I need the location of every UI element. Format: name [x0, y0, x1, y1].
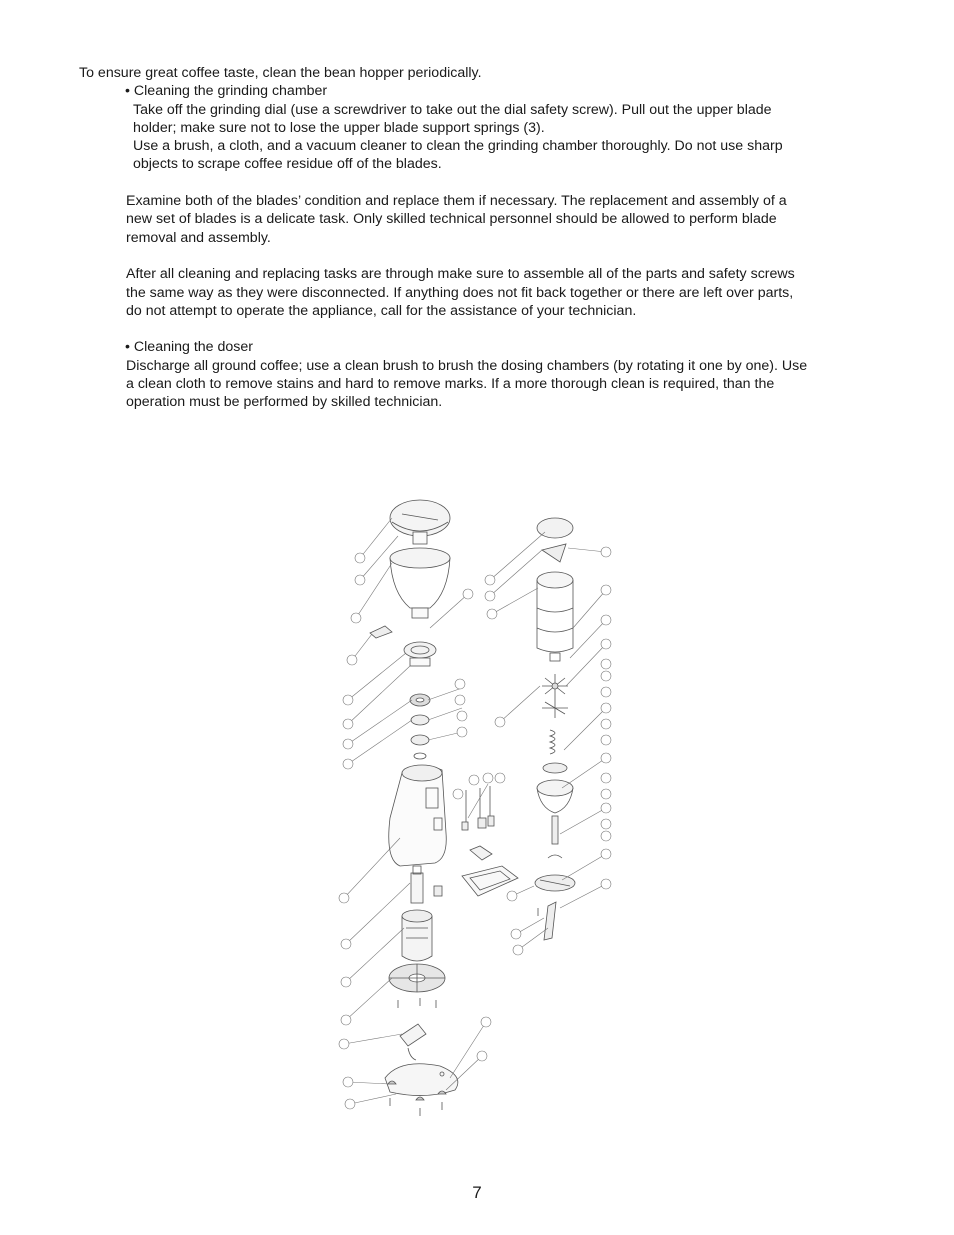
doser-line-2: a clean cloth to remove stains and hard to remove marks. If a more thorough clean is required, than the	[126, 376, 775, 393]
motor-shaft	[411, 866, 442, 903]
upper-blade-holder	[410, 694, 430, 759]
grinding-line-1: Take off the grinding dial (use a screwdriver to take out the dial safety screw). Pull out the upper blade	[133, 101, 772, 118]
doser-container	[537, 572, 573, 661]
motor-base-plate	[389, 964, 445, 992]
blades-line-2: new set of blades is a delicate task. Only skilled technical personnel should be allowed to perform blade	[126, 211, 777, 228]
capacitor	[400, 1024, 426, 1060]
ratchet	[543, 763, 567, 773]
dosing-star	[542, 674, 568, 718]
hopper-neck	[413, 532, 427, 544]
grinding-chamber-heading: • Cleaning the grinding chamber	[125, 83, 328, 100]
spacer	[79, 320, 879, 338]
intro-line: To ensure great coffee taste, clean the bean hopper periodically.	[79, 65, 482, 81]
doser-funnel	[537, 780, 573, 813]
base-cover	[385, 1064, 458, 1096]
spacer	[79, 247, 879, 265]
spacer	[79, 174, 879, 192]
assembly-line-1: After all cleaning and replacing tasks are through make sure to assemble all of the parts and safety screws	[126, 266, 795, 283]
fork-holder	[470, 846, 492, 860]
page-number: 7	[472, 1183, 482, 1202]
blades-line-1: Examine both of the blades’ condition and replace them if necessary. The replacement and assembly of a	[126, 193, 787, 210]
motor	[402, 910, 432, 961]
grinding-line-3: Use a brush, a cloth, and a vacuum cleaner to clean the grinding chamber thoroughly. Do not use sharp	[133, 138, 783, 155]
doser-base	[535, 875, 575, 891]
switch-parts	[462, 786, 494, 830]
grinding-dial	[404, 642, 436, 666]
grinder-body	[389, 765, 447, 866]
doser-shaft	[548, 816, 562, 858]
blades-line-3: removal and assembly.	[126, 229, 271, 246]
assembly-line-3: do not attempt to operate the appliance, call for the assistance of your technician.	[126, 302, 637, 319]
instructions-text	[79, 64, 879, 412]
bean-hopper	[390, 548, 450, 618]
screws-row-1	[398, 998, 436, 1008]
doser-lever-arm	[538, 902, 556, 940]
grinding-line-2: holder; make sure not to lose the upper blade support springs (3).	[133, 119, 545, 136]
spring	[550, 730, 555, 754]
doser-line-1: Discharge all ground coffee; use a clean brush to brush the dosing chambers (by rotating it one by one). Use	[126, 357, 808, 374]
doser-lid	[537, 518, 573, 538]
doser-lever	[542, 544, 566, 562]
grinding-line-4: objects to scrape coffee residue off of the blades.	[133, 156, 442, 173]
exploded-parts-diagram	[330, 488, 630, 1128]
shutter-plate	[370, 626, 392, 638]
hopper-lid	[390, 500, 450, 536]
callout-leaders	[344, 518, 606, 1104]
doser-heading: • Cleaning the doser	[125, 339, 254, 356]
assembly-line-2: the same way as they were disconnected. If anything does not fit back together or there are left over parts,	[126, 284, 794, 301]
doser-line-3: operation must be performed by skilled technician.	[126, 394, 443, 411]
